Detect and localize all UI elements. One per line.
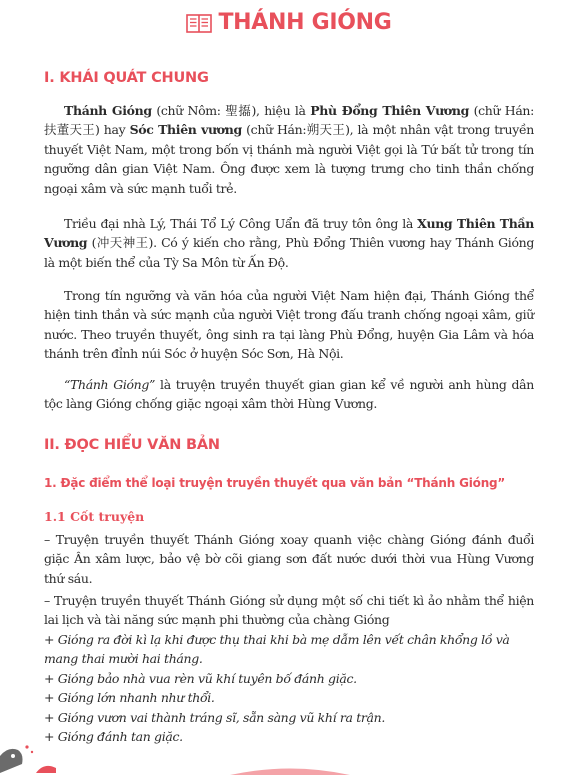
list-item: + Gióng bảo nhà vua rèn vũ khí tuyên bố đánh giặc.: [44, 670, 357, 686]
list-item: + Gióng lớn nhanh như thổi.: [44, 690, 215, 706]
plot-description-1: – Truyện truyền thuyết Thánh Gióng xoay quanh việc chàng Gióng đánh đuổi giặc Ân xâm lược, bảo vệ bờ cõi giang sơn đất nước dưới thời vua Hùng Vương thứ sáu.: [44, 532, 534, 586]
cartoon-decoration-icon: [0, 742, 60, 773]
bold-name: Phù Đổng Thiên Vương: [310, 103, 470, 118]
plot-description-2: – Truyện truyền thuyết Thánh Gióng sử dụng một số chi tiết kì ảo nhằm thể hiện lai lịch và tài năng sức mạnh phi thường của chàng Gióng: [44, 593, 534, 628]
paragraph-culture: Trong tín ngưỡng và văn hóa của người Việt Nam hiện đại, Thánh Gióng thể hiện tinh thần và sức mạnh của người Việt trong đấu tranh chống ngoại xâm, giữ nước. Theo truyền thuyết, ông sinh ra tại làng Phù Đổng, huyện Gia Lâm và hóa thánh trên đỉnh núi Sóc ở huyện Sóc Sơn, Hà Nội.: [44, 288, 534, 362]
text: (chữ Hán: 扶董天王) hay: [44, 103, 534, 138]
text: Triều đại nhà Lý, Thái Tổ Lý Công Uẩn đã truy tôn ông là: [64, 216, 418, 231]
text: (冲天神王). Có ý kiến cho rằng, Phù Đổng Thiên vương hay Thánh Gióng là một biến thể của Tỳ Sa Môn từ Ấn Độ.: [44, 235, 534, 270]
bold-name: Thánh Gióng: [64, 103, 152, 118]
italic-title: “Thánh Gióng”: [64, 377, 156, 392]
open-book-icon: [186, 12, 212, 34]
page-title: THÁNH GIÓNG: [218, 10, 392, 35]
title-row: [0, 10, 578, 35]
paragraph-intro: [44, 101, 534, 198]
bullet-list: [44, 630, 534, 746]
text: là truyện truyền thuyết gian gian kể về người anh hùng dân tộc làng Gióng chống giặc ngoại xâm thời Hùng Vương.: [44, 377, 534, 412]
section-heading-overview: I. KHÁI QUÁT CHUNG: [44, 70, 209, 86]
paragraph-legend: [44, 375, 534, 414]
subheading-genre: 1. Đặc điểm thể loại truyện truyền thuyết qua văn bản “Thánh Gióng”: [44, 476, 506, 490]
text: (chữ Hán:朔天王), là một nhân vật trong truyền thuyết Việt Nam, một trong bốn vị thánh mà người Việt gọi là Tứ bất tử trong tín ngưỡng dân gian Việt Nam. Ông được xem là tượng trưng cho tinh thần chống ngoại xâm và sức mạnh tuổi trẻ.: [44, 122, 534, 196]
footer-wave-decoration: [230, 760, 350, 773]
text: (chữ Nôm: 聖㩡), hiệu là: [151, 103, 311, 118]
subheading-plot: 1.1 Cốt truyện: [44, 509, 145, 524]
paragraph-ly-dynasty: [44, 214, 534, 272]
bold-name: Sóc Thiên vương: [129, 122, 242, 138]
list-item: + Gióng đánh tan giặc.: [44, 729, 183, 745]
list-item: + Gióng vươn vai thành tráng sĩ, sẵn sàng vũ khí ra trận.: [44, 709, 385, 725]
section-heading-reading: II. ĐỌC HIỂU VĂN BẢN: [44, 437, 220, 453]
bold-name: Xung Thiên Thần Vương: [44, 216, 534, 251]
list-item: + Gióng ra đời kì lạ khi được thụ thai khi bà mẹ dẫm lên vết chân khổng lồ và mang thai mười hai tháng.: [44, 632, 510, 667]
